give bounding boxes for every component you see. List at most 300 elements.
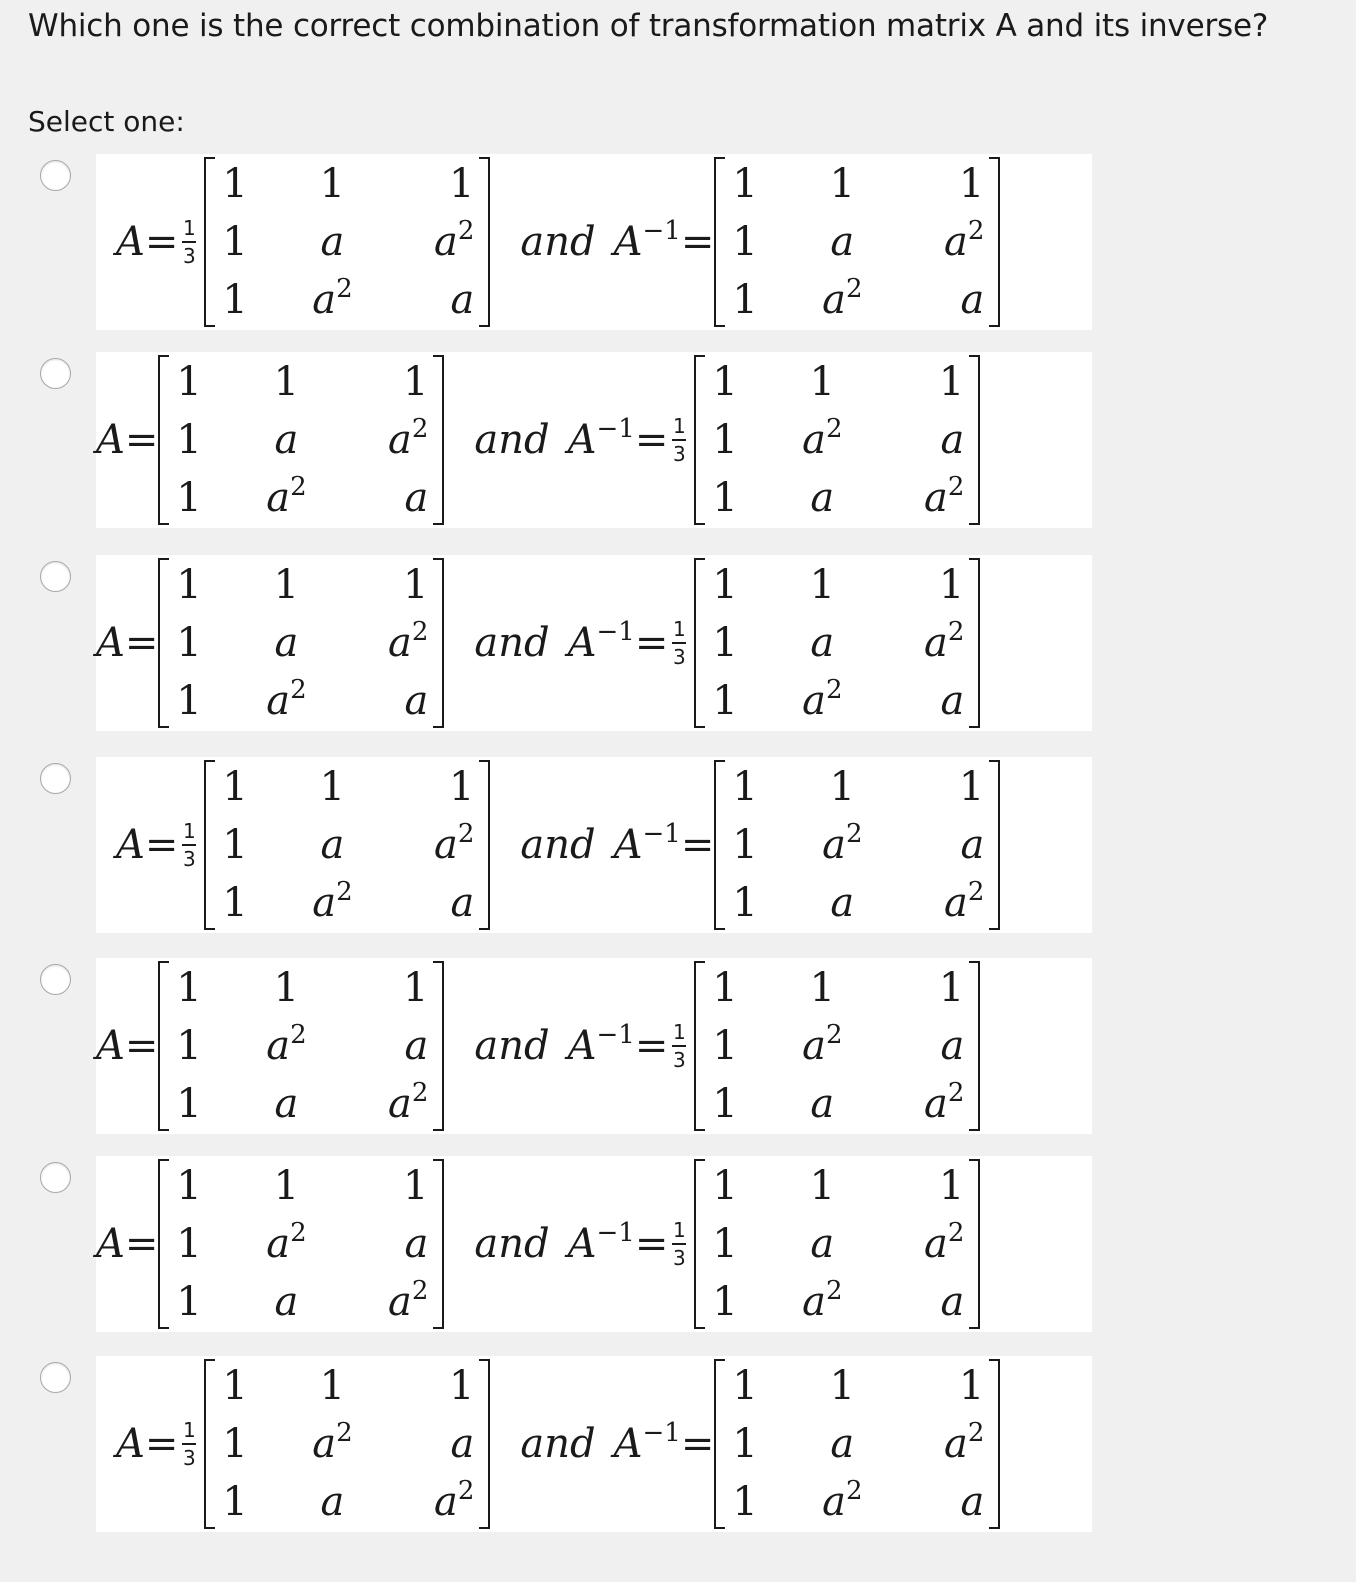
matrix-cell — [878, 1279, 976, 1325]
matrix-cell — [786, 274, 898, 323]
matrix-cell: 1 — [319, 764, 346, 810]
formula — [116, 154, 1000, 330]
matrix-cell: 1 — [176, 475, 202, 521]
equals-sign: = — [144, 822, 179, 868]
matrix-cell — [786, 1476, 898, 1525]
matrix-cell: 1 — [938, 965, 965, 1011]
matrix-cell — [898, 1479, 996, 1525]
matrix-cell: 1 — [958, 1363, 985, 1409]
matrix-cell: 1 — [732, 1421, 758, 1467]
exponent: 2 — [846, 819, 863, 849]
matrix-cell: 1 — [402, 562, 429, 608]
equals-sign: = — [144, 1421, 179, 1467]
matrix-cell — [342, 617, 440, 666]
radio-button[interactable] — [40, 561, 71, 592]
matrix-cell: 1 — [176, 1279, 202, 1325]
and-word: and — [520, 822, 596, 868]
matrix-cell: 1 — [222, 277, 248, 323]
variable-a: a — [810, 1221, 835, 1267]
exponent: 2 — [947, 617, 965, 647]
matrix-cell — [898, 822, 996, 868]
matrix-cell — [230, 620, 342, 666]
question-text: Which one is the correct combination of transformation matrix A and its inverse? — [28, 8, 1269, 44]
formula — [96, 555, 980, 731]
matrix-cell: 1 — [176, 359, 202, 405]
matrix-cell: 1 — [958, 764, 985, 810]
matrix-A — [204, 155, 490, 329]
option-formula-box — [96, 154, 1092, 330]
matrix-cell — [342, 1023, 440, 1069]
matrix-cell: 1 — [402, 965, 429, 1011]
matrix-cell — [276, 1479, 388, 1525]
fraction-numerator: 1 — [183, 1418, 196, 1442]
matrix-A — [158, 959, 444, 1133]
variable-a: a — [274, 417, 299, 463]
variable-a: a — [274, 620, 299, 666]
matrix-cell: 1 — [732, 277, 758, 323]
exponent: 2 — [336, 877, 353, 907]
matrix-A-inverse — [694, 959, 980, 1133]
matrix-A — [158, 353, 444, 527]
fraction-one-third — [672, 1020, 686, 1072]
matrix-cell: 1 — [712, 562, 738, 608]
variable-a: a — [434, 1479, 458, 1525]
matrix-cell: 1 — [732, 1479, 758, 1525]
fraction-denominator: 3 — [183, 244, 196, 268]
matrix-cell: 1 — [809, 965, 836, 1011]
variable-a: a — [822, 822, 847, 868]
radio-button[interactable] — [40, 160, 71, 191]
formula — [96, 352, 980, 528]
variable-a: a — [312, 880, 337, 926]
matrix-A — [158, 1157, 444, 1331]
matrix-cell — [766, 414, 878, 463]
matrix-cell: 1 — [712, 1221, 738, 1267]
inverse-exponent: −1 — [642, 216, 681, 246]
symbol-A-inverse: $A^{-1}$ — [567, 617, 635, 666]
matrix-cell — [276, 219, 388, 265]
matrix-cell — [230, 417, 342, 463]
option-1[interactable] — [40, 154, 1100, 330]
variable-a: a — [830, 1421, 855, 1467]
and-word: and — [520, 1421, 596, 1467]
and-word: and — [474, 417, 550, 463]
matrix-cell: 1 — [829, 1363, 856, 1409]
matrix-cell — [230, 1020, 342, 1069]
matrix-cell: 1 — [222, 822, 248, 868]
equals-sign: = — [680, 1421, 715, 1467]
matrix-cell — [898, 1418, 996, 1467]
variable-a: a — [434, 219, 458, 265]
variable-a: a — [943, 880, 968, 926]
matrix-cell — [766, 1081, 878, 1127]
option-formula-box — [96, 352, 1092, 528]
option-3[interactable] — [40, 555, 1100, 731]
exponent: 2 — [826, 1276, 843, 1306]
fraction-numerator: 1 — [672, 1020, 686, 1044]
exponent: 2 — [457, 1476, 475, 1506]
matrix-cell — [766, 1276, 878, 1325]
matrix-cell — [898, 216, 996, 265]
variable-a: a — [266, 1023, 291, 1069]
inverse-exponent: −1 — [642, 1418, 681, 1448]
exponent: 2 — [336, 1418, 353, 1448]
matrix-cell: 1 — [732, 880, 758, 926]
exponent: 2 — [457, 819, 475, 849]
matrix-cell: 1 — [176, 678, 202, 724]
exponent: 2 — [967, 877, 985, 907]
option-6[interactable] — [40, 1156, 1100, 1332]
matrix-A — [158, 556, 444, 730]
option-formula-box — [96, 1356, 1092, 1532]
matrix-cell — [766, 475, 878, 521]
variable-a: a — [450, 880, 475, 926]
fraction-bar — [182, 1443, 196, 1445]
matrix-cell: 1 — [222, 880, 248, 926]
variable-a: a — [943, 219, 968, 265]
fraction-bar — [672, 439, 686, 441]
exponent: 2 — [967, 216, 985, 246]
matrix-cell — [766, 675, 878, 724]
matrix-cell — [898, 277, 996, 323]
equals-sign: = — [680, 822, 715, 868]
matrix-cell: 1 — [176, 965, 202, 1011]
variable-a: a — [312, 1421, 337, 1467]
variable-a: a — [404, 1221, 429, 1267]
matrix-cell: 1 — [732, 161, 758, 207]
equals-sign: = — [144, 219, 179, 265]
variable-a: a — [802, 417, 827, 463]
matrix-cell: 1 — [448, 1363, 475, 1409]
variable-a: a — [312, 277, 337, 323]
matrix-cell — [898, 877, 996, 926]
symbol-A: A — [116, 219, 145, 265]
radio-button[interactable] — [40, 763, 71, 794]
and-word: and — [474, 1023, 550, 1069]
symbol-A-inverse: $A^{-1}$ — [567, 414, 635, 463]
matrix-cell: 1 — [176, 620, 202, 666]
option-formula-box — [96, 555, 1092, 731]
matrix-cell: 1 — [732, 1363, 758, 1409]
variable-a: a — [923, 1221, 948, 1267]
matrix-cell: 1 — [222, 1479, 248, 1525]
inverse-exponent: −1 — [642, 819, 681, 849]
exponent: 2 — [947, 1218, 965, 1248]
fraction-denominator: 3 — [183, 847, 196, 871]
matrix-A-inverse — [694, 353, 980, 527]
variable-a: a — [830, 219, 855, 265]
radio-button[interactable] — [40, 1362, 71, 1393]
radio-button[interactable] — [40, 1162, 71, 1193]
variable-a: a — [822, 1479, 847, 1525]
exponent: 2 — [290, 472, 307, 502]
variable-a: a — [274, 1279, 299, 1325]
fraction-numerator: 1 — [672, 1218, 686, 1242]
variable-a: a — [266, 1221, 291, 1267]
matrix-cell: 1 — [273, 1163, 300, 1209]
variable-a: a — [320, 219, 345, 265]
matrix-cell: 1 — [319, 161, 346, 207]
matrix-A-inverse — [714, 758, 1000, 932]
fraction-denominator: 3 — [672, 1246, 686, 1270]
and-word: and — [474, 620, 550, 666]
fraction-one-third — [182, 1418, 196, 1470]
variable-a: a — [388, 620, 412, 666]
matrix-cell — [878, 1023, 976, 1069]
formula — [116, 757, 1000, 933]
matrix-cell: 1 — [712, 359, 738, 405]
matrix-cell: 1 — [319, 1363, 346, 1409]
symbol-A: A — [96, 1023, 125, 1069]
symbol-A: A — [116, 1421, 145, 1467]
variable-a: a — [266, 678, 291, 724]
matrix-cell — [766, 1221, 878, 1267]
equals-sign: = — [124, 1221, 159, 1267]
inverse-exponent: −1 — [596, 1020, 635, 1050]
variable-a: a — [810, 475, 835, 521]
matrix-cell: 1 — [273, 965, 300, 1011]
symbol-A: A — [96, 1221, 125, 1267]
radio-button[interactable] — [40, 964, 71, 995]
symbol-A-inverse: $A^{-1}$ — [613, 1418, 681, 1467]
matrix-A-inverse — [694, 1157, 980, 1331]
matrix-cell — [342, 1078, 440, 1127]
matrix-cell — [230, 472, 342, 521]
variable-a: a — [450, 1421, 475, 1467]
variable-a: a — [802, 678, 827, 724]
matrix-cell — [342, 1221, 440, 1267]
matrix-cell — [230, 1081, 342, 1127]
variable-a: a — [960, 277, 985, 323]
matrix-cell — [786, 819, 898, 868]
symbol-A-inverse: $A^{-1}$ — [613, 216, 681, 265]
exponent: 2 — [336, 274, 353, 304]
variable-a: a — [450, 277, 475, 323]
equals-sign: = — [124, 417, 159, 463]
fraction-numerator: 1 — [183, 819, 196, 843]
matrix-cell: 1 — [938, 359, 965, 405]
matrix-cell — [276, 877, 388, 926]
matrix-cell — [230, 1279, 342, 1325]
variable-a: a — [940, 417, 965, 463]
matrix-cell: 1 — [273, 359, 300, 405]
matrix-cell: 1 — [448, 764, 475, 810]
matrix-cell — [230, 1218, 342, 1267]
radio-button[interactable] — [40, 358, 71, 389]
matrix-cell: 1 — [809, 562, 836, 608]
exponent: 2 — [411, 617, 429, 647]
exponent: 2 — [846, 1476, 863, 1506]
equals-sign: = — [634, 417, 669, 463]
option-formula-box — [96, 757, 1092, 933]
inverse-exponent: −1 — [596, 414, 635, 444]
exponent: 2 — [967, 1418, 985, 1448]
fraction-bar — [182, 844, 196, 846]
exponent: 2 — [947, 1078, 965, 1108]
fraction-bar — [672, 642, 686, 644]
fraction-bar — [182, 241, 196, 243]
fraction-denominator: 3 — [183, 1446, 196, 1470]
matrix-cell: 1 — [273, 562, 300, 608]
matrix-A — [204, 758, 490, 932]
matrix-cell: 1 — [222, 219, 248, 265]
matrix-cell — [276, 822, 388, 868]
matrix-cell — [342, 678, 440, 724]
option-4[interactable] — [40, 757, 1100, 933]
variable-a: a — [388, 1081, 412, 1127]
matrix-cell — [878, 472, 976, 521]
matrix-cell — [388, 1421, 486, 1467]
exponent: 2 — [947, 472, 965, 502]
variable-a: a — [810, 1081, 835, 1127]
formula — [116, 1356, 1000, 1532]
symbol-A-inverse: $A^{-1}$ — [567, 1020, 635, 1069]
matrix-cell — [388, 880, 486, 926]
and-word: and — [520, 219, 596, 265]
matrix-cell: 1 — [829, 161, 856, 207]
variable-a: a — [320, 1479, 345, 1525]
matrix-cell — [388, 216, 486, 265]
equals-sign: = — [634, 1023, 669, 1069]
variable-a: a — [923, 620, 948, 666]
equals-sign: = — [680, 219, 715, 265]
matrix-cell — [342, 1276, 440, 1325]
matrix-cell — [878, 617, 976, 666]
fraction-numerator: 1 — [672, 617, 686, 641]
variable-a: a — [802, 1279, 827, 1325]
matrix-cell: 1 — [712, 678, 738, 724]
exponent: 2 — [826, 414, 843, 444]
formula — [96, 958, 980, 1134]
fraction-denominator: 3 — [672, 1048, 686, 1072]
fraction-denominator: 3 — [672, 442, 686, 466]
symbol-A: A — [96, 620, 125, 666]
variable-a: a — [810, 620, 835, 666]
variable-a: a — [388, 417, 412, 463]
exponent: 2 — [411, 1078, 429, 1108]
variable-a: a — [822, 277, 847, 323]
matrix-cell — [276, 1418, 388, 1467]
matrix-A-inverse — [714, 155, 1000, 329]
matrix-cell — [276, 274, 388, 323]
matrix-cell — [766, 620, 878, 666]
variable-a: a — [940, 1023, 965, 1069]
matrix-cell: 1 — [958, 161, 985, 207]
matrix-cell: 1 — [732, 822, 758, 868]
fraction-one-third — [182, 216, 196, 268]
variable-a: a — [940, 1279, 965, 1325]
formula — [96, 1156, 980, 1332]
matrix-cell — [342, 475, 440, 521]
variable-a: a — [830, 880, 855, 926]
inverse-exponent: −1 — [596, 1218, 635, 1248]
matrix-cell: 1 — [809, 1163, 836, 1209]
variable-a: a — [943, 1421, 968, 1467]
matrix-cell — [878, 417, 976, 463]
matrix-cell — [342, 414, 440, 463]
matrix-cell — [388, 819, 486, 868]
option-formula-box — [96, 958, 1092, 1134]
exponent: 2 — [290, 1020, 307, 1050]
matrix-cell: 1 — [712, 1081, 738, 1127]
matrix-cell: 1 — [829, 764, 856, 810]
symbol-A: A — [116, 822, 145, 868]
variable-a: a — [434, 822, 458, 868]
matrix-cell: 1 — [938, 562, 965, 608]
matrix-cell: 1 — [222, 764, 248, 810]
variable-a: a — [404, 1023, 429, 1069]
equals-sign: = — [124, 620, 159, 666]
option-7[interactable] — [40, 1356, 1100, 1532]
matrix-cell: 1 — [176, 562, 202, 608]
matrix-A — [204, 1357, 490, 1531]
matrix-cell: 1 — [712, 620, 738, 666]
matrix-cell: 1 — [712, 1023, 738, 1069]
exponent: 2 — [411, 1276, 429, 1306]
matrix-cell: 1 — [176, 1081, 202, 1127]
variable-a: a — [960, 822, 985, 868]
exponent: 2 — [411, 414, 429, 444]
matrix-cell — [878, 1078, 976, 1127]
fraction-one-third — [672, 1218, 686, 1270]
matrix-cell — [786, 1421, 898, 1467]
equals-sign: = — [634, 620, 669, 666]
matrix-cell: 1 — [222, 161, 248, 207]
inverse-exponent: −1 — [596, 617, 635, 647]
variable-a: a — [320, 822, 345, 868]
and-word: and — [474, 1221, 550, 1267]
exponent: 2 — [826, 675, 843, 705]
symbol-A-inverse: $A^{-1}$ — [567, 1218, 635, 1267]
option-5[interactable] — [40, 958, 1100, 1134]
fraction-numerator: 1 — [672, 414, 686, 438]
symbol-A-inverse: $A^{-1}$ — [613, 819, 681, 868]
matrix-cell: 1 — [712, 1279, 738, 1325]
matrix-cell — [766, 1020, 878, 1069]
exponent: 2 — [290, 1218, 307, 1248]
matrix-cell: 1 — [712, 965, 738, 1011]
option-formula-box — [96, 1156, 1092, 1332]
matrix-cell: 1 — [222, 1363, 248, 1409]
exponent: 2 — [290, 675, 307, 705]
matrix-cell: 1 — [712, 1163, 738, 1209]
variable-a: a — [404, 475, 429, 521]
fraction-bar — [672, 1045, 686, 1047]
matrix-cell: 1 — [809, 359, 836, 405]
variable-a: a — [940, 678, 965, 724]
exponent: 2 — [846, 274, 863, 304]
matrix-cell: 1 — [402, 359, 429, 405]
matrix-cell — [388, 277, 486, 323]
variable-a: a — [923, 475, 948, 521]
option-2[interactable] — [40, 352, 1100, 528]
fraction-denominator: 3 — [672, 645, 686, 669]
matrix-cell — [878, 1218, 976, 1267]
variable-a: a — [266, 475, 291, 521]
exponent: 2 — [457, 216, 475, 246]
matrix-cell — [878, 678, 976, 724]
variable-a: a — [960, 1479, 985, 1525]
symbol-A: A — [96, 417, 125, 463]
matrix-cell: 1 — [176, 417, 202, 463]
fraction-bar — [672, 1243, 686, 1245]
matrix-cell: 1 — [712, 417, 738, 463]
matrix-cell: 1 — [732, 764, 758, 810]
variable-a: a — [274, 1081, 299, 1127]
matrix-cell: 1 — [176, 1221, 202, 1267]
matrix-cell — [388, 1476, 486, 1525]
matrix-cell: 1 — [712, 475, 738, 521]
